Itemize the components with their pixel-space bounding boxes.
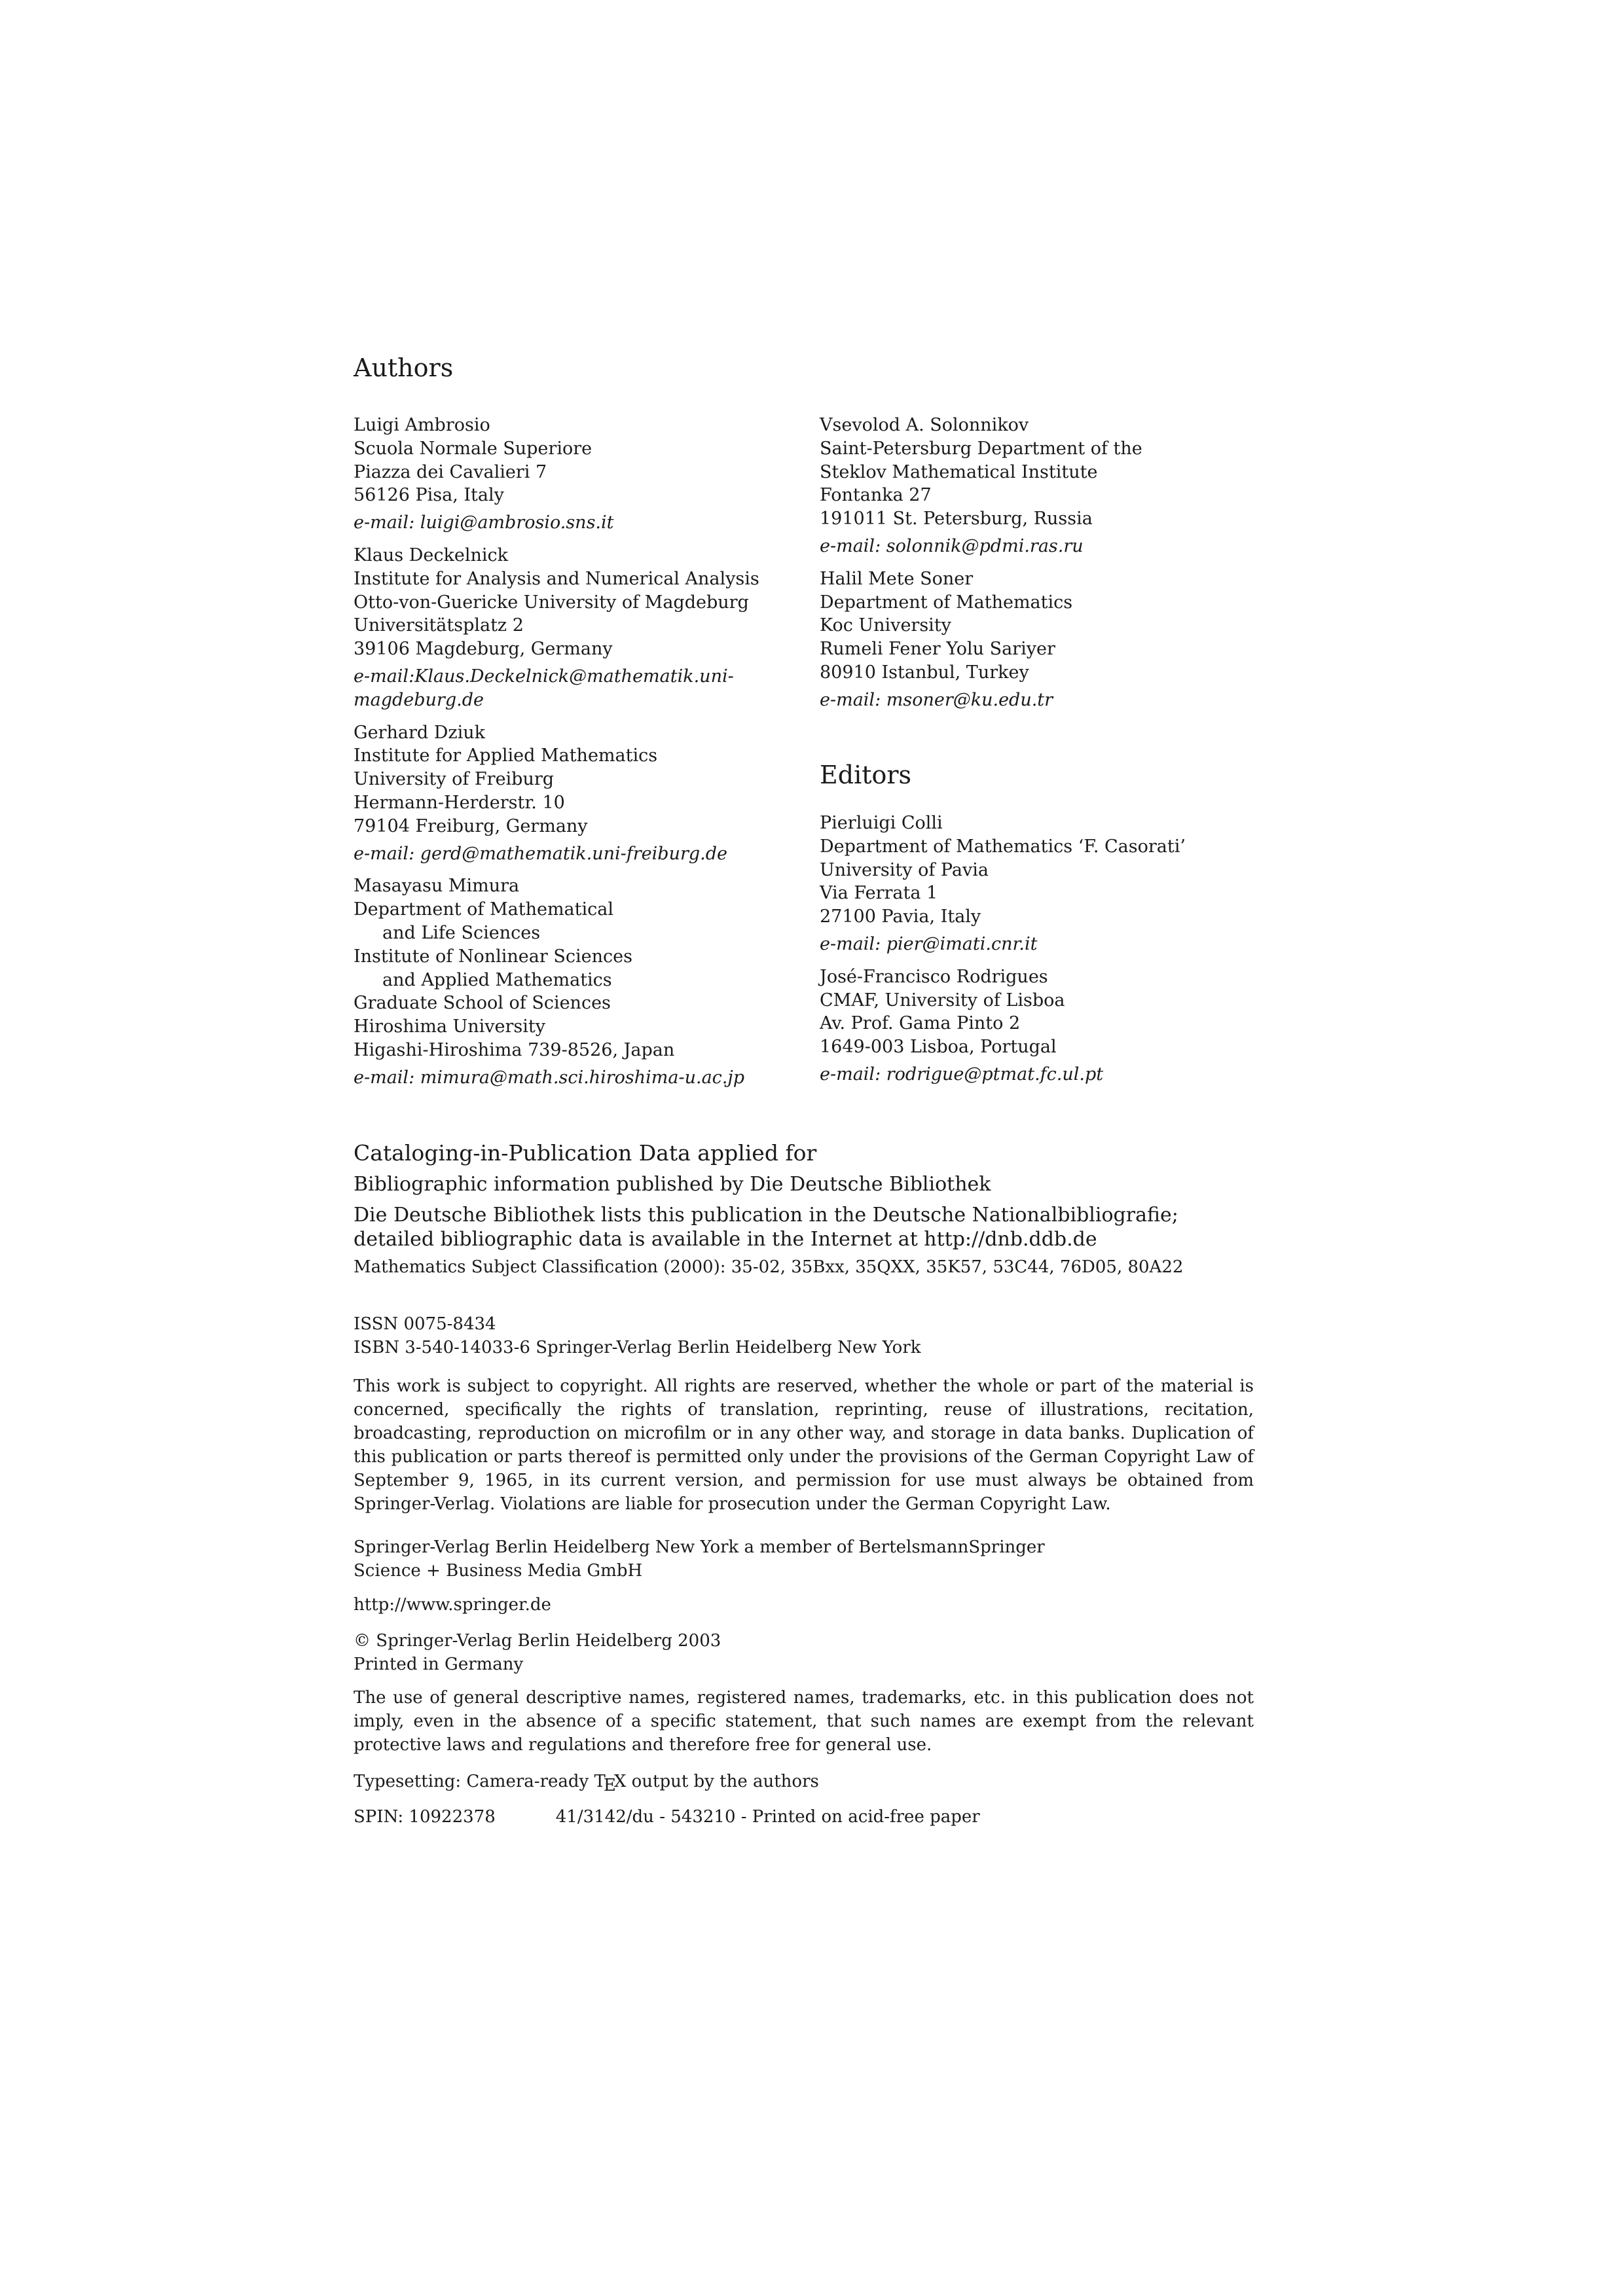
editor-address: 1649-003 Lisboa, Portugal: [820, 1037, 1057, 1058]
author-affiliation: Koc University: [820, 615, 951, 636]
author-address: 80910 Istanbul, Turkey: [820, 662, 1029, 683]
editor-affiliation: CMAF, University of Lisboa: [820, 990, 1065, 1011]
author-email: e-mail: solonnik@pdmi.ras.ru: [820, 535, 1084, 556]
spin-block: [354, 1805, 1254, 1829]
author-address: Rumeli Fener Yolu Sariyer: [820, 639, 1055, 660]
author-affiliation: Steklov Mathematical Institute: [820, 461, 1098, 482]
author-email: e-mail:Klaus.Deckelnick@mathematik.uni-: [354, 666, 734, 687]
author-entry-dziuk: [354, 721, 805, 866]
isbn: ISBN 3-540-14033-6 Springer-Verlag Berlin Heidelberg New York: [354, 1338, 921, 1357]
author-address: Fontanka 27: [820, 485, 932, 506]
typesetting-prefix: Typesetting: Camera-ready: [354, 1772, 594, 1791]
author-address: Piazza dei Cavalieri 7: [354, 461, 547, 482]
editor-entry-rodrigues: [820, 965, 1271, 1086]
editor-name: José-Francisco Rodrigues: [820, 966, 1048, 987]
author-affiliation: Institute for Applied Mathematics: [354, 745, 658, 766]
author-email: e-mail: gerd@mathematik.uni-freiburg.de: [354, 843, 728, 864]
author-address: 39106 Magdeburg, Germany: [354, 639, 613, 660]
author-affiliation: Department of Mathematics: [820, 592, 1073, 613]
editor-email: e-mail: pier@imati.cnr.it: [820, 933, 1038, 954]
editors-heading: Editors: [820, 761, 912, 789]
tex-logo-x: X: [613, 1772, 627, 1791]
author-entry-solonnikov: [820, 414, 1271, 558]
author-affiliation: Department of Mathematical: [354, 899, 613, 920]
publisher-line: Springer-Verlag Berlin Heidelberg New York a member of BertelsmannSpringer: [354, 1537, 1045, 1557]
authors-heading: Authors: [354, 353, 454, 382]
editor-entry-colli: [820, 812, 1271, 956]
isbn-block: [354, 1312, 1254, 1359]
author-address: Higashi-Hiroshima 739-8526, Japan: [354, 1039, 675, 1060]
spin-line: [354, 1805, 1254, 1829]
editor-address: Via Ferrata 1: [820, 883, 938, 904]
author-address: 79104 Freiburg, Germany: [354, 816, 588, 836]
copyright-notice: This work is subject to copyright. All rights are reserved, whether the whole or part of the material is concerned, specifically the rights of translation, reprinting, reuse of illustrations, recitation, broadcasting, reproduction on microfilm or in any other way, and storage in data banks. Duplication of this publication or parts thereof is permitted only under the provisions of the German Copyright Law of September 9, 1965, in its current version, and permission for use must always be obtained from Springer-Verlag. Violations are liable for prosecution under the German Copyright Law.: [354, 1376, 1254, 1514]
author-affiliation: Institute of Nonlinear Sciences: [354, 946, 632, 967]
author-name: Halil Mete Soner: [820, 568, 974, 589]
authors-left-column: [354, 414, 805, 1099]
author-name: Masayasu Mimura: [354, 876, 520, 897]
editor-name: Pierluigi Colli: [820, 813, 943, 833]
author-affiliation: Scuola Normale Superiore: [354, 438, 593, 459]
printed-in: Printed in Germany: [354, 1655, 524, 1674]
author-name: Vsevolod A. Solonnikov: [820, 415, 1029, 435]
typesetting-suffix: output by the authors: [626, 1772, 819, 1791]
editor-email: e-mail: rodrigue@ptmat.fc.ul.pt: [820, 1064, 1104, 1085]
author-affiliation: University of Freiburg: [354, 769, 555, 790]
tex-logo-t: T: [594, 1772, 606, 1791]
author-affiliation: and Life Sciences: [382, 922, 541, 943]
author-name: Luigi Ambrosio: [354, 415, 490, 435]
author-entry-ambrosio: [354, 414, 805, 535]
author-name: Gerhard Dziuk: [354, 722, 485, 743]
publisher-website: http://www.springer.de: [354, 1595, 551, 1615]
author-entry-soner: [820, 567, 1271, 712]
author-name: Klaus Deckelnick: [354, 545, 508, 565]
tex-logo-e: E: [603, 1776, 616, 1795]
editor-address: 27100 Pavia, Italy: [820, 906, 981, 927]
author-affiliation: Graduate School of Sciences: [354, 993, 611, 1014]
issn: ISSN 0075-8434: [354, 1314, 496, 1334]
authors-right-column: [820, 414, 1271, 721]
author-address: Hermann-Herderstr. 10: [354, 792, 565, 813]
website-block: [354, 1593, 1254, 1617]
copyright-line: © Springer-Verlag Berlin Heidelberg 2003: [354, 1631, 721, 1651]
typesetting-block: [354, 1770, 1254, 1793]
dnb-statement-continued: detailed bibliographic data is available in the Internet at http://dnb.ddb.de: [354, 1228, 1097, 1251]
author-entry-mimura: [354, 874, 805, 1089]
author-email-continued: magdeburg.de: [354, 689, 484, 710]
author-affiliation: Saint-Petersburg Department of the: [820, 438, 1142, 459]
author-entry-deckelnick: [354, 544, 805, 712]
author-address: Universitätsplatz 2: [354, 615, 524, 636]
author-email: e-mail: mimura@math.sci.hiroshima-u.ac.jp: [354, 1067, 745, 1088]
tex-logo: [594, 1772, 627, 1795]
author-affiliation: Otto-von-Guericke University of Magdeburg: [354, 592, 749, 613]
msc-classification: Mathematics Subject Classification (2000): 35-02, 35Bxx, 35QXX, 35K57, 53C44, 76D05, 80A22: [354, 1257, 1184, 1277]
author-address: 191011 St. Petersburg, Russia: [820, 509, 1093, 529]
typesetting-line: [354, 1770, 1254, 1793]
publisher-line-continued: Science + Business Media GmbH: [354, 1561, 643, 1581]
author-email: e-mail: msoner@ku.edu.tr: [820, 689, 1053, 710]
author-affiliation: Institute for Analysis and Numerical Analysis: [354, 568, 759, 589]
print-code: 41/3142/du - 543210 - Printed on acid-free paper: [555, 1807, 980, 1827]
author-affiliation: and Applied Mathematics: [382, 969, 612, 990]
copyright-block: [354, 1629, 1254, 1676]
author-email: e-mail: luigi@ambrosio.sns.it: [354, 512, 614, 533]
cip-title: Cataloging-in-Publication Data applied for: [354, 1140, 817, 1166]
author-affiliation: Hiroshima University: [354, 1016, 546, 1037]
spin-number: SPIN: 10922378: [354, 1807, 496, 1827]
cip-block: [354, 1141, 1254, 1279]
dnb-statement: Die Deutsche Bibliothek lists this publication in the Deutsche Nationalbibliografie;: [354, 1204, 1178, 1227]
publisher-block: [354, 1535, 1254, 1583]
editor-address: Av. Prof. Gama Pinto 2: [820, 1013, 1021, 1034]
editors-column: [820, 812, 1271, 1096]
bibliographic-info: Bibliographic information published by Die Deutsche Bibliothek: [354, 1173, 991, 1196]
editor-affiliation: University of Pavia: [820, 859, 989, 880]
trademark-notice: The use of general descriptive names, registered names, trademarks, etc. in this publication does not imply, even in the absence of a specific statement, that such names are exempt from the relevant protective laws and regulations and therefore free for general use.: [354, 1688, 1254, 1755]
editor-affiliation: Department of Mathematics ‘F. Casorati’: [820, 836, 1186, 857]
author-address: 56126 Pisa, Italy: [354, 485, 504, 506]
